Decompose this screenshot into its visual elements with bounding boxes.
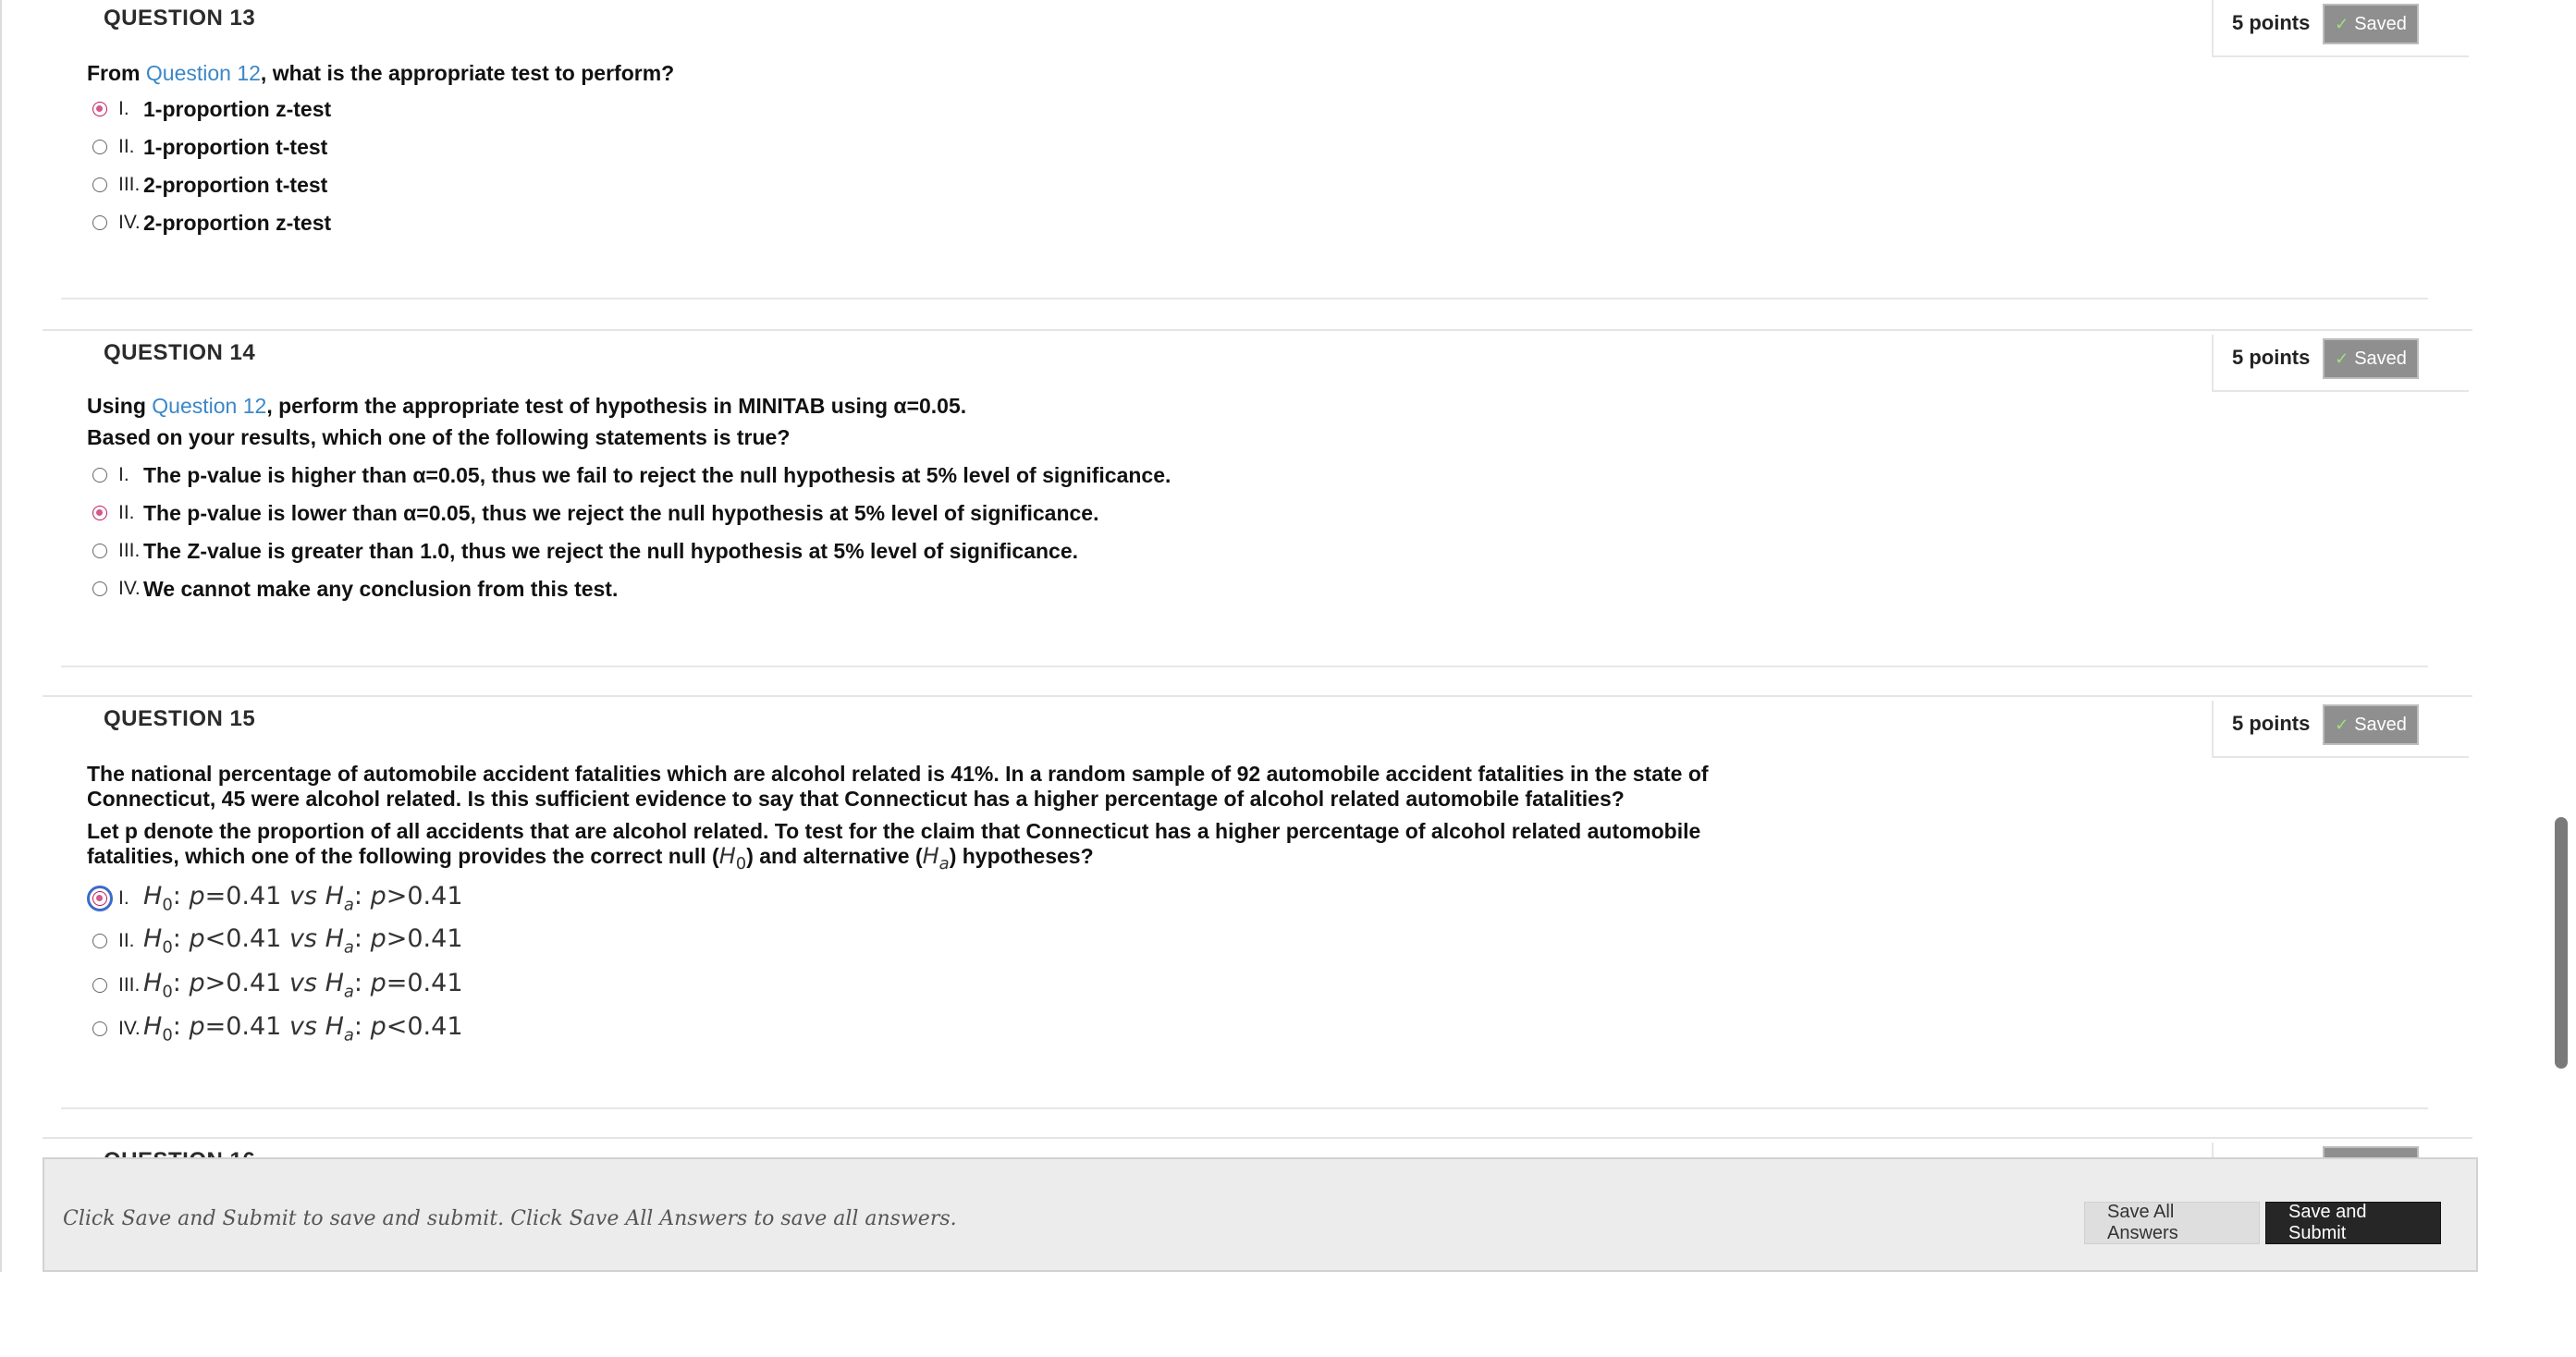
scrollbar-thumb[interactable] <box>2555 817 2568 1069</box>
hypothesis-expression: $H_0$: p<0.41 vs $H_a$: p>0.41 <box>143 924 463 958</box>
option-numeral: I. <box>118 464 129 485</box>
check-icon: ✓ <box>2335 715 2349 734</box>
prompt-text: , what is the appropriate test to perform? <box>260 61 675 85</box>
answer-option[interactable] <box>92 534 1078 568</box>
option-text: 2-proportion z-test <box>143 210 332 235</box>
prompt-text: , perform the appropriate test of hypothesis in MINITAB using α=0.05. <box>266 394 967 418</box>
answer-option[interactable] <box>92 880 463 917</box>
prompt-text: The national percentage of automobile accident fatalities which are alcohol related is 41%. In a random sample of 92 automobile accident fatalities in the state of <box>87 762 1709 786</box>
question-prompt <box>87 762 1973 876</box>
answer-option[interactable] <box>92 458 1171 492</box>
points-box <box>2212 335 2469 392</box>
option-numeral: IV. <box>118 1018 141 1039</box>
option-numeral: I. <box>118 887 129 909</box>
hypothesis-expression: $H_0$: p>0.41 vs $H_a$: p=0.41 <box>143 969 463 1002</box>
question-13 <box>43 0 2472 314</box>
check-icon: ✓ <box>2335 348 2349 368</box>
question-divider <box>43 329 2472 331</box>
prompt-text: Connecticut, 45 were alcohol related. Is this sufficient evidence to say that Connecticut has a higher percentage of alcohol related automobile fatalities? <box>87 787 1625 811</box>
prompt-text: ) and alternative ( <box>746 844 923 868</box>
points-box <box>2212 701 2469 758</box>
question-divider <box>43 695 2472 697</box>
points-label: 5 points <box>2232 346 2311 369</box>
option-text: The Z-value is greater than 1.0, thus we reject the null hypothesis at 5% level of significance. <box>143 538 1079 563</box>
prompt-text: Based on your results, which one of the following statements is true? <box>87 425 791 449</box>
footer-instructions: Click Save and Submit to save and submit. Click Save All Answers to save all answers. <box>63 1207 957 1230</box>
answer-option[interactable] <box>92 168 327 202</box>
saved-label: Saved <box>2354 714 2407 735</box>
option-numeral: I. <box>118 98 129 119</box>
points-label: 5 points <box>2232 11 2311 34</box>
points-box <box>2212 0 2469 57</box>
answer-option[interactable] <box>92 572 618 605</box>
option-numeral: III. <box>118 174 141 195</box>
radio-button[interactable] <box>92 177 107 192</box>
radio-button[interactable] <box>92 506 107 520</box>
question-list <box>13 0 2472 1272</box>
option-numeral: IV. <box>118 578 141 599</box>
save-all-answers-button[interactable]: Save All Answers <box>2084 1202 2260 1244</box>
answer-option[interactable] <box>92 923 463 960</box>
option-numeral: IV. <box>118 212 141 233</box>
question-14 <box>43 329 2472 675</box>
prompt-text: fatalities, which one of the following provides the correct null ( <box>87 844 719 868</box>
check-icon: ✓ <box>2335 14 2349 33</box>
radio-button[interactable] <box>92 581 107 596</box>
question-separator <box>61 666 2428 667</box>
radio-button[interactable] <box>92 140 107 154</box>
option-text: The p-value is higher than α=0.05, thus we fail to reject the null hypothesis at 5% level of significance. <box>143 462 1171 487</box>
scrollbar-track[interactable] <box>2506 0 2576 1272</box>
question-prompt <box>87 394 1936 450</box>
prompt-text: Let p denote the proportion of all accidents that are alcohol related. To test for the claim that Connecticut has a higher percentage of alcohol related automobile <box>87 819 1701 843</box>
option-numeral: II. <box>118 502 135 523</box>
answer-option[interactable] <box>92 496 1098 530</box>
question-prompt <box>87 61 1936 86</box>
option-text: We cannot make any conclusion from this test. <box>143 576 619 601</box>
submit-footer <box>43 1157 2478 1272</box>
radio-button[interactable] <box>92 215 107 230</box>
answer-option[interactable] <box>92 967 463 1004</box>
radio-button[interactable] <box>92 891 107 906</box>
radio-button[interactable] <box>92 934 107 948</box>
question-separator <box>61 298 2428 300</box>
option-numeral: II. <box>118 930 135 951</box>
saved-badge <box>2323 4 2419 44</box>
question-divider <box>43 1137 2472 1139</box>
save-and-submit-button[interactable]: Save and Submit <box>2265 1202 2441 1244</box>
points-label: 5 points <box>2232 712 2311 735</box>
saved-label: Saved <box>2354 348 2407 369</box>
question-15 <box>43 695 2472 1109</box>
saved-label: Saved <box>2354 13 2407 34</box>
radio-button[interactable] <box>92 544 107 558</box>
option-text: The p-value is lower than α=0.05, thus we reject the null hypothesis at 5% level of significance. <box>143 500 1099 525</box>
hypothesis-expression: $H_0$: p=0.41 vs $H_a$: p>0.41 <box>143 882 463 915</box>
question-12-link[interactable]: Question 12 <box>152 394 267 418</box>
answer-option[interactable] <box>92 206 331 239</box>
saved-badge <box>2323 704 2419 745</box>
option-numeral: II. <box>118 136 135 157</box>
question-title: QUESTION 15 <box>104 706 256 731</box>
answer-option[interactable] <box>92 130 327 164</box>
option-numeral: III. <box>118 974 141 996</box>
option-numeral: III. <box>118 540 141 561</box>
option-text: 1-proportion z-test <box>143 96 332 121</box>
question-12-link[interactable]: Question 12 <box>145 61 261 85</box>
question-separator <box>61 1107 2428 1109</box>
radio-button[interactable] <box>92 978 107 993</box>
question-title: QUESTION 14 <box>104 340 256 365</box>
hypothesis-expression: $H_0$: p=0.41 vs $H_a$: p<0.41 <box>143 1012 463 1045</box>
prompt-text: Using <box>87 394 153 418</box>
prompt-text: ) hypotheses? <box>949 844 1094 868</box>
option-text: 1-proportion t-test <box>143 134 328 159</box>
radio-button[interactable] <box>92 468 107 483</box>
answer-option[interactable] <box>92 1010 463 1047</box>
answer-option[interactable] <box>92 92 331 126</box>
prompt-text: From <box>87 61 146 85</box>
radio-button[interactable] <box>92 102 107 116</box>
question-title: QUESTION 13 <box>104 6 256 31</box>
saved-badge <box>2323 338 2419 379</box>
radio-button[interactable] <box>92 1021 107 1036</box>
option-text: 2-proportion t-test <box>143 172 328 197</box>
null-hypothesis-symbol: $H_0$ <box>718 843 747 874</box>
alt-hypothesis-symbol: $H_a$ <box>922 843 950 874</box>
